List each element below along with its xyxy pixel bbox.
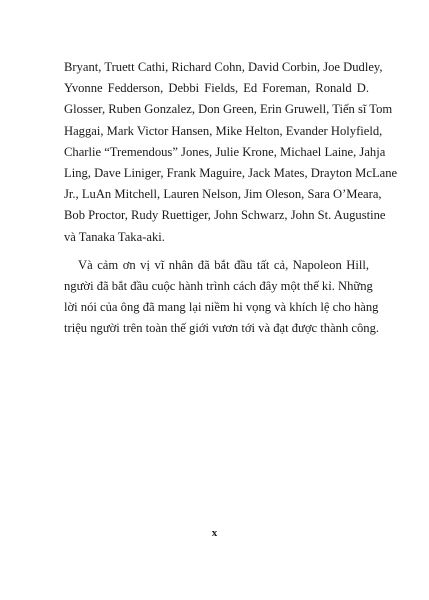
text-line: và Tanaka Taka-aki. xyxy=(64,229,165,244)
text-line: người đã bắt đầu cuộc hành trình cách đây một thế kỉ. Những xyxy=(64,278,373,293)
text-line: Yvonne Fedderson, Debbi Fields, Ed Foreman, Ronald D. xyxy=(64,81,369,96)
paragraph-thanks-napoleon-hill xyxy=(64,255,380,340)
text-line: Bob Proctor, Rudy Ruettiger, John Schwarz, John St. Augustine xyxy=(64,208,386,223)
text-line: Và cảm ơn vị vĩ nhân đã bắt đầu tất cả, Napoleon Hill, xyxy=(78,257,369,272)
text-line: Bryant, Truett Cathi, Richard Cohn, David Corbin, Joe Dudley, xyxy=(64,60,383,74)
text-line: Glosser, Ruben Gonzalez, Don Green, Erin Gruwell, Tiến sĩ Tom xyxy=(64,102,393,117)
text-line: Ling, Dave Liniger, Frank Maguire, Jack Mates, Drayton McLane xyxy=(64,165,398,180)
text-line: Haggai, Mark Victor Hansen, Mike Helton, Evander Holyfield, xyxy=(64,123,383,138)
text-line: Charlie “Tremendous” Jones, Julie Krone, Michael Laine, Jahja xyxy=(64,144,386,159)
paragraph-acknowledgement-names xyxy=(64,57,398,248)
page-body xyxy=(64,57,398,339)
text-line: Jr., LuAn Mitchell, Lauren Nelson, Jim Oleson, Sara O’Meara, xyxy=(64,187,382,202)
text-line: lời nói của ông đã mang lại niềm hi vọng và khích lệ cho hàng xyxy=(64,300,379,315)
text-line: triệu người trên toàn thế giới vươn tới và đạt được thành công. xyxy=(64,321,380,336)
page-number: x xyxy=(211,527,218,539)
